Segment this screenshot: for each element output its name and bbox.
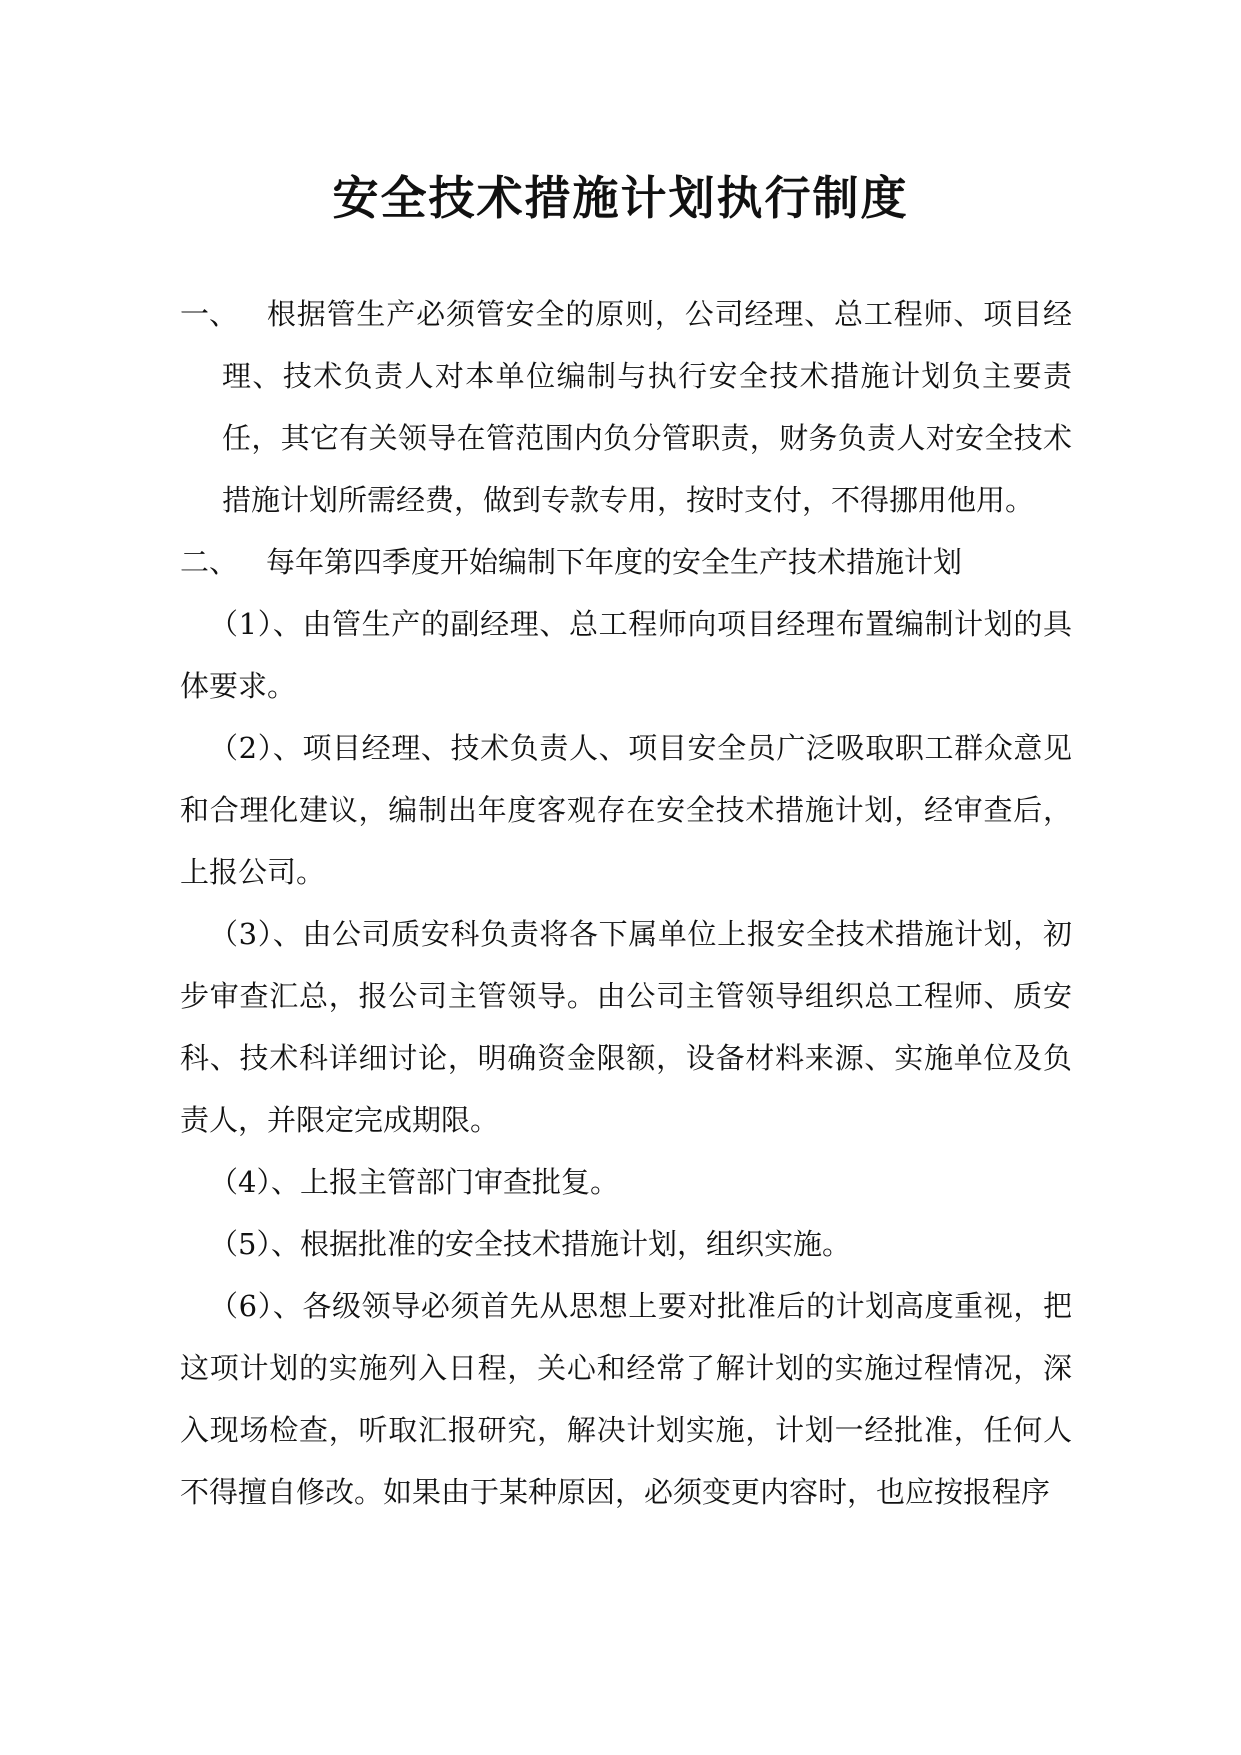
section-2-text: 每年第四季度开始编制下年度的安全生产技术措施计划: [266, 545, 963, 579]
list-item-2: （2）、项目经理、技术负责人、项目安全员广泛吸取职工群众意见和合理化建议，编制出年度客观存在安全技术措施计划，经审查后，上报公司。: [180, 731, 1072, 889]
document-title: 安全技术措施计划执行制度: [332, 171, 909, 225]
section-2: [180, 531, 1072, 593]
list-item-6: （6）、各级领导必须首先从思想上要对批准后的计划高度重视，把这项计划的实施列入日程，关心和经常了解计划的实施过程情况，深入现场检查，听取汇报研究，解决计划实施，计划一经批准，任何人不得擅自修改。如果由于某种原因，必须变更内容时，也应按报程序: [180, 1289, 1072, 1509]
list-item-5: （5）、根据批准的安全技术措施计划，组织实施。: [209, 1227, 851, 1261]
list-item-4: （4）、上报主管部门审查批复。: [209, 1165, 619, 1199]
document-body: [180, 283, 1072, 1523]
section-1-marker: 一、: [180, 297, 239, 331]
list-item-1: （1）、由管生产的副经理、总工程师向项目经理布置编制计划的具体要求。: [180, 607, 1072, 703]
section-1-text: 根据管生产必须管安全的原则，公司经理、总工程师、项目经理、技术负责人对本单位编制与执行安全技术措施计划负主要责任，其它有关领导在管范围内负分管职责，财务负责人对安全技术措施计划所需经费，做到专款专用，按时支付，不得挪用他用。: [222, 297, 1072, 517]
section-2-marker: 二、: [180, 545, 239, 579]
section-1: [180, 283, 1072, 531]
list-item-3: （3）、由公司质安科负责将各下属单位上报安全技术措施计划，初步审查汇总，报公司主管领导。由公司主管领导组织总工程师、质安科、技术科详细讨论，明确资金限额，设备材料来源、实施单位及负责人，并限定完成期限。: [180, 917, 1072, 1137]
